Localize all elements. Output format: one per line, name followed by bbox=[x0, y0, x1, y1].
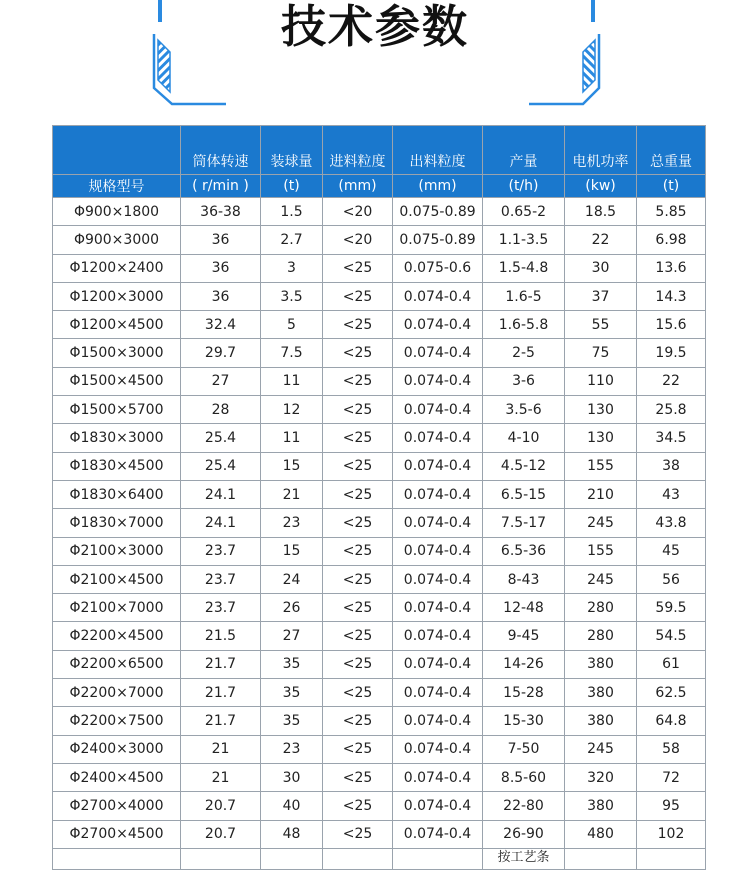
cell-ball-load: 35 bbox=[261, 650, 323, 678]
cell-speed: 36 bbox=[181, 254, 261, 282]
unit-speed: ( r/min ) bbox=[181, 175, 261, 198]
cell-speed: 24.1 bbox=[181, 480, 261, 508]
cell-capacity: 3-6 bbox=[483, 367, 565, 395]
cell-total-weight: 62.5 bbox=[637, 679, 706, 707]
cell-total-weight: 45 bbox=[637, 537, 706, 565]
cell-feed-size: <25 bbox=[323, 820, 393, 848]
cell-model: Φ2400×4500 bbox=[53, 763, 181, 791]
header-total-weight: 总重量 bbox=[637, 126, 706, 175]
cell-speed: 24.1 bbox=[181, 509, 261, 537]
cell-discharge-size: 0.074-0.4 bbox=[393, 622, 483, 650]
cell-feed-size: <25 bbox=[323, 594, 393, 622]
cell-model: Φ1830×4500 bbox=[53, 452, 181, 480]
header-ball-load: 装球量 bbox=[261, 126, 323, 175]
cell-capacity: 8.5-60 bbox=[483, 763, 565, 791]
header-model-top bbox=[53, 126, 181, 175]
cell-motor-power: 245 bbox=[565, 565, 637, 593]
table-row bbox=[53, 311, 706, 339]
cell-model: Φ2100×7000 bbox=[53, 594, 181, 622]
cell-motor-power: 55 bbox=[565, 311, 637, 339]
unit-feed-size: (mm) bbox=[323, 175, 393, 198]
cell-discharge-size: 0.074-0.4 bbox=[393, 735, 483, 763]
cell-discharge-size: 0.075-0.89 bbox=[393, 198, 483, 226]
cell-feed-size: <25 bbox=[323, 396, 393, 424]
cell-feed-size: <25 bbox=[323, 679, 393, 707]
cell-feed-size: <25 bbox=[323, 565, 393, 593]
cell-ball-load: 35 bbox=[261, 679, 323, 707]
table-row bbox=[53, 679, 706, 707]
cell-motor-power: 37 bbox=[565, 282, 637, 310]
cell-ball-load: 11 bbox=[261, 424, 323, 452]
cell-discharge-size: 0.074-0.4 bbox=[393, 763, 483, 791]
cell-feed-size: <20 bbox=[323, 226, 393, 254]
table-row bbox=[53, 226, 706, 254]
cell-feed-size bbox=[323, 848, 393, 869]
cell-discharge-size: 0.074-0.4 bbox=[393, 339, 483, 367]
cell-ball-load: 15 bbox=[261, 537, 323, 565]
cell-ball-load: 26 bbox=[261, 594, 323, 622]
header-speed: 筒体转速 bbox=[181, 126, 261, 175]
cell-speed: 27 bbox=[181, 367, 261, 395]
cell-total-weight: 22 bbox=[637, 367, 706, 395]
cell-discharge-size: 0.074-0.4 bbox=[393, 509, 483, 537]
cell-capacity: 4.5-12 bbox=[483, 452, 565, 480]
table-row bbox=[53, 198, 706, 226]
cell-capacity: 9-45 bbox=[483, 622, 565, 650]
cell-speed: 36 bbox=[181, 226, 261, 254]
cell-speed: 23.7 bbox=[181, 537, 261, 565]
cell-ball-load: 30 bbox=[261, 763, 323, 791]
cell-capacity: 12-48 bbox=[483, 594, 565, 622]
cell-total-weight bbox=[637, 848, 706, 869]
cell-model: Φ1200×2400 bbox=[53, 254, 181, 282]
cell-model: Φ2200×6500 bbox=[53, 650, 181, 678]
cell-ball-load: 2.7 bbox=[261, 226, 323, 254]
cell-model: Φ1500×5700 bbox=[53, 396, 181, 424]
cell-ball-load: 7.5 bbox=[261, 339, 323, 367]
header-model: 规格型号 bbox=[53, 175, 181, 198]
cell-feed-size: <25 bbox=[323, 424, 393, 452]
header-discharge-size: 出料粒度 bbox=[393, 126, 483, 175]
header-feed-size: 进料粒度 bbox=[323, 126, 393, 175]
cell-motor-power: 380 bbox=[565, 707, 637, 735]
table-row bbox=[53, 452, 706, 480]
table-row bbox=[53, 594, 706, 622]
cell-discharge-size: 0.074-0.4 bbox=[393, 565, 483, 593]
cell-motor-power: 245 bbox=[565, 735, 637, 763]
cell-motor-power bbox=[565, 848, 637, 869]
cell-feed-size: <25 bbox=[323, 282, 393, 310]
cell-model: Φ2200×7500 bbox=[53, 707, 181, 735]
cell-feed-size: <25 bbox=[323, 452, 393, 480]
cell-capacity: 6.5-15 bbox=[483, 480, 565, 508]
cell-capacity: 8-43 bbox=[483, 565, 565, 593]
cell-total-weight: 14.3 bbox=[637, 282, 706, 310]
cell-model: Φ900×1800 bbox=[53, 198, 181, 226]
cell-capacity: 26-90 bbox=[483, 820, 565, 848]
cell-capacity: 2-5 bbox=[483, 339, 565, 367]
cell-ball-load: 3 bbox=[261, 254, 323, 282]
cell-discharge-size: 0.074-0.4 bbox=[393, 792, 483, 820]
table-row bbox=[53, 480, 706, 508]
cell-model: Φ1830×3000 bbox=[53, 424, 181, 452]
unit-discharge-size: (mm) bbox=[393, 175, 483, 198]
table-row bbox=[53, 339, 706, 367]
cell-model: Φ2700×4000 bbox=[53, 792, 181, 820]
cell-feed-size: <25 bbox=[323, 254, 393, 282]
cell-model: Φ2400×3000 bbox=[53, 735, 181, 763]
cell-model: Φ1500×3000 bbox=[53, 339, 181, 367]
cell-total-weight: 43.8 bbox=[637, 509, 706, 537]
cell-total-weight: 34.5 bbox=[637, 424, 706, 452]
cell-speed: 36-38 bbox=[181, 198, 261, 226]
cell-discharge-size: 0.074-0.4 bbox=[393, 480, 483, 508]
cell-capacity: 1.6-5 bbox=[483, 282, 565, 310]
cell-speed: 28 bbox=[181, 396, 261, 424]
cell-feed-size: <25 bbox=[323, 622, 393, 650]
cell-capacity: 0.65-2 bbox=[483, 198, 565, 226]
unit-total-weight: (t) bbox=[637, 175, 706, 198]
cell-capacity: 按工艺条 bbox=[483, 848, 565, 869]
cell-capacity: 1.6-5.8 bbox=[483, 311, 565, 339]
cell-total-weight: 95 bbox=[637, 792, 706, 820]
table-row bbox=[53, 707, 706, 735]
cell-capacity: 14-26 bbox=[483, 650, 565, 678]
cell-motor-power: 380 bbox=[565, 679, 637, 707]
cell-discharge-size: 0.074-0.4 bbox=[393, 396, 483, 424]
cell-capacity: 6.5-36 bbox=[483, 537, 565, 565]
cell-ball-load: 24 bbox=[261, 565, 323, 593]
header-row-top bbox=[53, 126, 706, 175]
cell-motor-power: 380 bbox=[565, 650, 637, 678]
table-row bbox=[53, 282, 706, 310]
cell-motor-power: 130 bbox=[565, 396, 637, 424]
cell-total-weight: 38 bbox=[637, 452, 706, 480]
cell-discharge-size bbox=[393, 848, 483, 869]
cell-model: Φ2100×3000 bbox=[53, 537, 181, 565]
header-motor-power: 电机功率 bbox=[565, 126, 637, 175]
cell-feed-size: <25 bbox=[323, 650, 393, 678]
cell-capacity: 15-30 bbox=[483, 707, 565, 735]
page-title: 技术参数 bbox=[280, 0, 469, 53]
cell-motor-power: 130 bbox=[565, 424, 637, 452]
cell-capacity: 15-28 bbox=[483, 679, 565, 707]
cell-discharge-size: 0.074-0.4 bbox=[393, 650, 483, 678]
table-row bbox=[53, 763, 706, 791]
cell-discharge-size: 0.075-0.6 bbox=[393, 254, 483, 282]
table-row bbox=[53, 565, 706, 593]
cell-motor-power: 245 bbox=[565, 509, 637, 537]
cell-feed-size: <25 bbox=[323, 480, 393, 508]
cell-ball-load: 27 bbox=[261, 622, 323, 650]
cell-ball-load: 23 bbox=[261, 509, 323, 537]
cell-motor-power: 30 bbox=[565, 254, 637, 282]
cell-total-weight: 61 bbox=[637, 650, 706, 678]
cell-total-weight: 59.5 bbox=[637, 594, 706, 622]
cell-speed: 23.7 bbox=[181, 594, 261, 622]
cell-speed: 36 bbox=[181, 282, 261, 310]
cell-motor-power: 110 bbox=[565, 367, 637, 395]
cell-discharge-size: 0.075-0.89 bbox=[393, 226, 483, 254]
cell-model: Φ2700×4500 bbox=[53, 820, 181, 848]
table-row bbox=[53, 735, 706, 763]
cell-model bbox=[53, 848, 181, 869]
cell-model: Φ2100×4500 bbox=[53, 565, 181, 593]
cell-ball-load: 21 bbox=[261, 480, 323, 508]
cell-ball-load: 15 bbox=[261, 452, 323, 480]
cell-ball-load: 3.5 bbox=[261, 282, 323, 310]
cell-discharge-size: 0.074-0.4 bbox=[393, 707, 483, 735]
cell-discharge-size: 0.074-0.4 bbox=[393, 537, 483, 565]
cell-total-weight: 64.8 bbox=[637, 707, 706, 735]
cell-speed: 20.7 bbox=[181, 792, 261, 820]
cell-ball-load: 1.5 bbox=[261, 198, 323, 226]
cell-motor-power: 155 bbox=[565, 452, 637, 480]
cell-motor-power: 280 bbox=[565, 594, 637, 622]
cell-discharge-size: 0.074-0.4 bbox=[393, 820, 483, 848]
cell-capacity: 7-50 bbox=[483, 735, 565, 763]
cell-feed-size: <25 bbox=[323, 537, 393, 565]
cell-total-weight: 25.8 bbox=[637, 396, 706, 424]
cell-discharge-size: 0.074-0.4 bbox=[393, 594, 483, 622]
cell-ball-load: 11 bbox=[261, 367, 323, 395]
cell-speed: 20.7 bbox=[181, 820, 261, 848]
cell-model: Φ1500×4500 bbox=[53, 367, 181, 395]
cell-feed-size: <25 bbox=[323, 792, 393, 820]
right-bracket-decoration-icon bbox=[525, 0, 605, 110]
cell-speed bbox=[181, 848, 261, 869]
cell-ball-load: 48 bbox=[261, 820, 323, 848]
cell-feed-size: <25 bbox=[323, 735, 393, 763]
cell-total-weight: 54.5 bbox=[637, 622, 706, 650]
cell-discharge-size: 0.074-0.4 bbox=[393, 424, 483, 452]
spec-table bbox=[52, 125, 706, 870]
cell-motor-power: 210 bbox=[565, 480, 637, 508]
cell-ball-load: 5 bbox=[261, 311, 323, 339]
cell-total-weight: 102 bbox=[637, 820, 706, 848]
cell-total-weight: 13.6 bbox=[637, 254, 706, 282]
table-row bbox=[53, 424, 706, 452]
cell-total-weight: 5.85 bbox=[637, 198, 706, 226]
cell-capacity: 1.5-4.8 bbox=[483, 254, 565, 282]
cell-ball-load: 23 bbox=[261, 735, 323, 763]
cell-motor-power: 280 bbox=[565, 622, 637, 650]
cell-speed: 21 bbox=[181, 763, 261, 791]
cell-total-weight: 72 bbox=[637, 763, 706, 791]
cell-total-weight: 19.5 bbox=[637, 339, 706, 367]
cell-total-weight: 58 bbox=[637, 735, 706, 763]
unit-motor-power: (kw) bbox=[565, 175, 637, 198]
cell-ball-load: 12 bbox=[261, 396, 323, 424]
cell-speed: 25.4 bbox=[181, 424, 261, 452]
header-row-units bbox=[53, 175, 706, 198]
cell-model: Φ1200×3000 bbox=[53, 282, 181, 310]
cell-discharge-size: 0.074-0.4 bbox=[393, 679, 483, 707]
header-capacity: 产量 bbox=[483, 126, 565, 175]
cell-speed: 23.7 bbox=[181, 565, 261, 593]
cell-speed: 29.7 bbox=[181, 339, 261, 367]
cell-ball-load: 35 bbox=[261, 707, 323, 735]
table-row bbox=[53, 820, 706, 848]
unit-capacity: (t/h) bbox=[483, 175, 565, 198]
table-row-partial bbox=[53, 848, 706, 869]
cell-model: Φ1830×7000 bbox=[53, 509, 181, 537]
cell-motor-power: 380 bbox=[565, 792, 637, 820]
cell-total-weight: 43 bbox=[637, 480, 706, 508]
table-row bbox=[53, 650, 706, 678]
cell-speed: 25.4 bbox=[181, 452, 261, 480]
cell-ball-load bbox=[261, 848, 323, 869]
cell-speed: 32.4 bbox=[181, 311, 261, 339]
cell-speed: 21.7 bbox=[181, 707, 261, 735]
cell-feed-size: <20 bbox=[323, 198, 393, 226]
cell-motor-power: 22 bbox=[565, 226, 637, 254]
cell-motor-power: 480 bbox=[565, 820, 637, 848]
cell-capacity: 3.5-6 bbox=[483, 396, 565, 424]
cell-total-weight: 15.6 bbox=[637, 311, 706, 339]
cell-discharge-size: 0.074-0.4 bbox=[393, 367, 483, 395]
cell-motor-power: 75 bbox=[565, 339, 637, 367]
cell-motor-power: 18.5 bbox=[565, 198, 637, 226]
cell-feed-size: <25 bbox=[323, 763, 393, 791]
cell-total-weight: 6.98 bbox=[637, 226, 706, 254]
table-row bbox=[53, 396, 706, 424]
cell-speed: 21.5 bbox=[181, 622, 261, 650]
cell-capacity: 1.1-3.5 bbox=[483, 226, 565, 254]
cell-total-weight: 56 bbox=[637, 565, 706, 593]
cell-motor-power: 320 bbox=[565, 763, 637, 791]
cell-motor-power: 155 bbox=[565, 537, 637, 565]
cell-feed-size: <25 bbox=[323, 311, 393, 339]
cell-capacity: 4-10 bbox=[483, 424, 565, 452]
cell-capacity: 22-80 bbox=[483, 792, 565, 820]
table-row bbox=[53, 792, 706, 820]
cell-speed: 21 bbox=[181, 735, 261, 763]
table-row bbox=[53, 254, 706, 282]
cell-speed: 21.7 bbox=[181, 679, 261, 707]
cell-capacity: 7.5-17 bbox=[483, 509, 565, 537]
cell-discharge-size: 0.074-0.4 bbox=[393, 311, 483, 339]
table-row bbox=[53, 537, 706, 565]
cell-discharge-size: 0.074-0.4 bbox=[393, 282, 483, 310]
cell-ball-load: 40 bbox=[261, 792, 323, 820]
cell-feed-size: <25 bbox=[323, 367, 393, 395]
table-row bbox=[53, 367, 706, 395]
cell-feed-size: <25 bbox=[323, 707, 393, 735]
table-row bbox=[53, 509, 706, 537]
cell-speed: 21.7 bbox=[181, 650, 261, 678]
cell-feed-size: <25 bbox=[323, 339, 393, 367]
cell-discharge-size: 0.074-0.4 bbox=[393, 452, 483, 480]
table-row bbox=[53, 622, 706, 650]
cell-feed-size: <25 bbox=[323, 509, 393, 537]
cell-model: Φ1200×4500 bbox=[53, 311, 181, 339]
unit-ball-load: (t) bbox=[261, 175, 323, 198]
cell-model: Φ2200×7000 bbox=[53, 679, 181, 707]
cell-model: Φ900×3000 bbox=[53, 226, 181, 254]
cell-model: Φ2200×4500 bbox=[53, 622, 181, 650]
title-banner bbox=[0, 0, 750, 110]
cell-model: Φ1830×6400 bbox=[53, 480, 181, 508]
